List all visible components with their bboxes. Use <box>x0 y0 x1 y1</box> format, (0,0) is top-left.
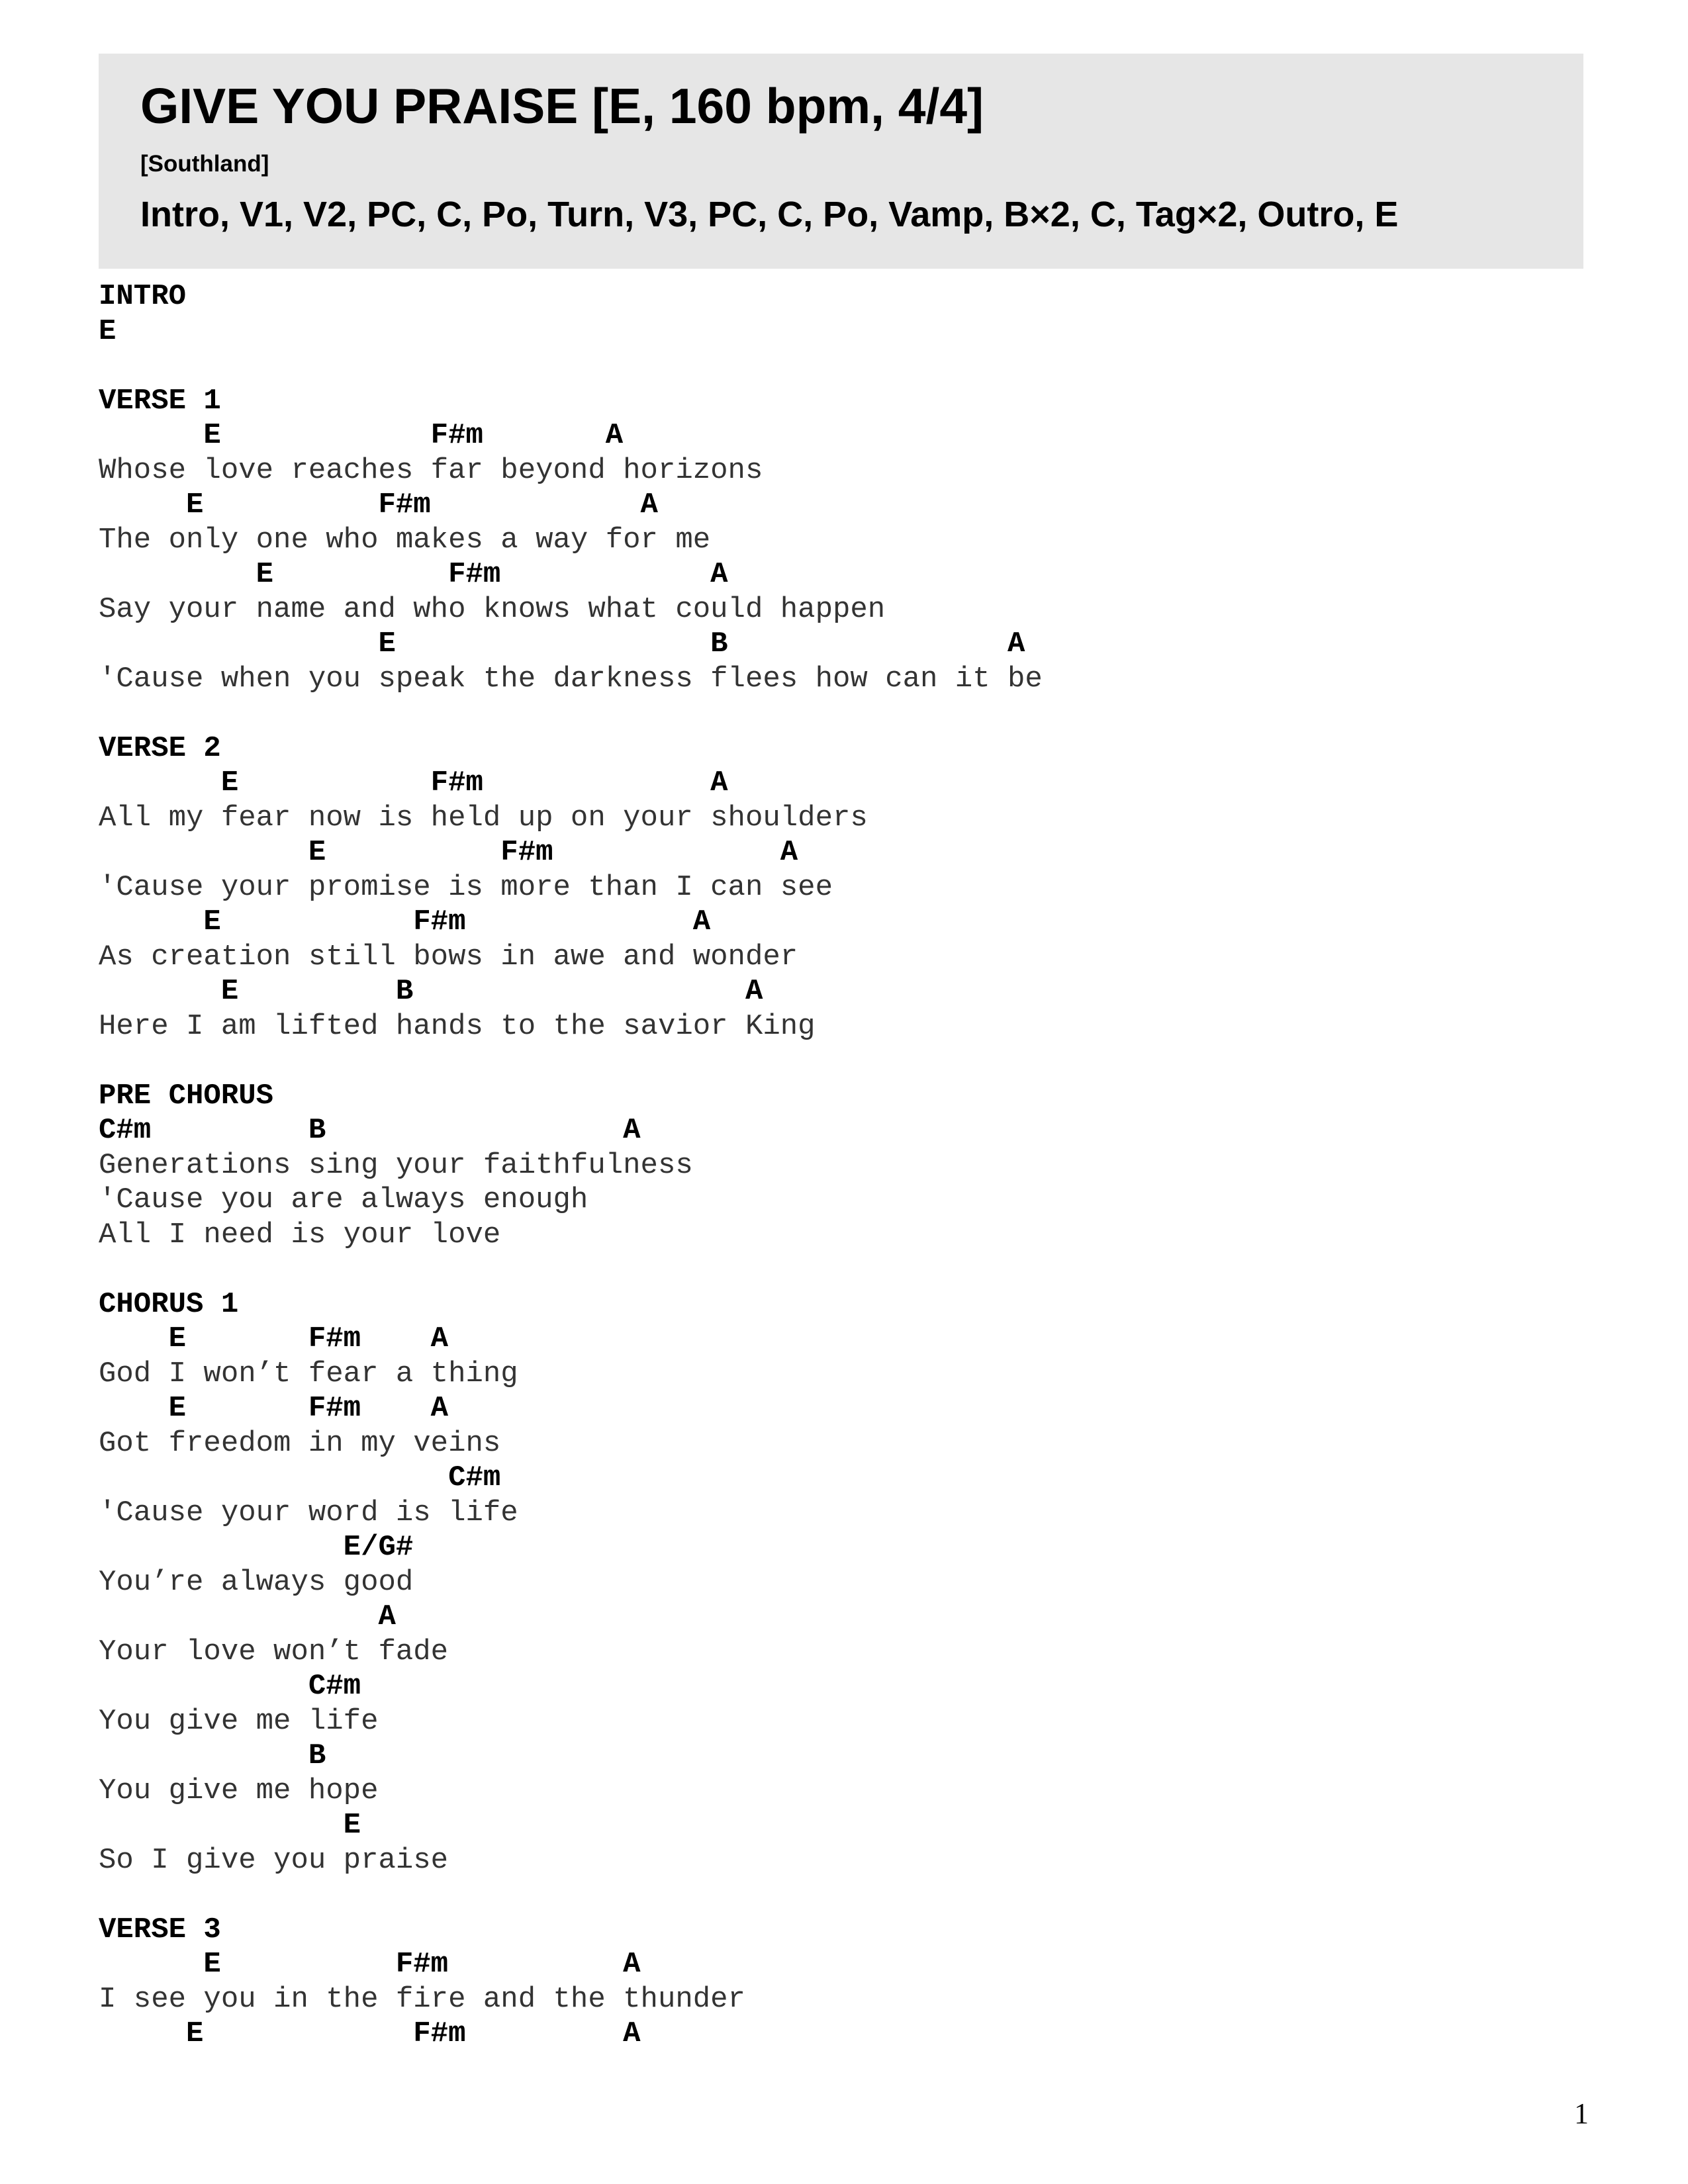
lyric-line: 'Cause when you speak the darkness flees how can it be <box>99 662 1043 696</box>
chord-line: E F#m A <box>99 1392 449 1425</box>
lyric-line: God I won’t fear a thing <box>99 1357 518 1390</box>
section-label: VERSE 3 <box>99 1913 221 1946</box>
chord-line: E F#m A <box>99 1322 449 1355</box>
chord-line: A <box>99 1600 396 1633</box>
blank-line <box>99 1044 1043 1079</box>
chord-line: C#m <box>99 1670 361 1703</box>
lyric-line: You give me hope <box>99 1774 379 1807</box>
song-arrangement: Intro, V1, V2, PC, C, Po, Turn, V3, PC, C, Po, Vamp, B×2, C, Tag×2, Outro, E <box>140 195 1399 234</box>
lyric-line: The only one who makes a way for me <box>99 523 711 557</box>
chord-line: E <box>99 1809 361 1842</box>
lyric-line: Generations sing your faithfulness <box>99 1148 693 1182</box>
lyric-line: As creation still bows in awe and wonder <box>99 940 798 974</box>
lyric-line: Got freedom in my veins <box>99 1426 501 1460</box>
chord-line: E F#m A <box>99 1948 641 1981</box>
lyric-line: All my fear now is held up on your shoulders <box>99 801 868 835</box>
song-title: GIVE YOU PRAISE [E, 160 bpm, 4/4] <box>140 78 984 134</box>
lyric-line: Your love won’t fade <box>99 1635 449 1668</box>
chord-line: B <box>99 1739 326 1772</box>
lyric-line: 'Cause your promise is more than I can see <box>99 870 833 904</box>
page-number: 1 <box>1574 2097 1589 2130</box>
chord-line: E F#m A <box>99 766 728 799</box>
chord-line: E F#m A <box>99 836 798 869</box>
lyric-line: 'Cause you are always enough <box>99 1183 588 1216</box>
lyric-line: You’re always good <box>99 1565 414 1599</box>
chord-line: E F#m A <box>99 419 624 452</box>
chord-line: E F#m A <box>99 488 658 522</box>
chord-sheet <box>99 279 1043 2052</box>
chord-line: C#m B A <box>99 1114 641 1147</box>
chord-line: E F#m A <box>99 2017 641 2050</box>
lyric-line: Here I am lifted hands to the savior King <box>99 1009 816 1043</box>
chord-line: E/G# <box>99 1531 414 1564</box>
lyric-line: So I give you praise <box>99 1843 449 1877</box>
blank-line <box>99 1252 1043 1287</box>
section-label: INTRO <box>99 280 187 313</box>
song-artist: [Southland] <box>140 151 269 177</box>
section-label: VERSE 1 <box>99 384 221 418</box>
lyric-line: 'Cause your word is life <box>99 1496 518 1529</box>
section-label: PRE CHORUS <box>99 1079 274 1113</box>
lyric-line: Say your name and who knows what could happen <box>99 592 886 626</box>
chord-line: E <box>99 314 117 348</box>
chord-line: E B A <box>99 627 1025 660</box>
blank-line <box>99 1878 1043 1913</box>
lyric-line: I see you in the fire and the thunder <box>99 1982 745 2016</box>
chord-line: E F#m A <box>99 558 728 591</box>
blank-line <box>99 696 1043 731</box>
chord-line: E B A <box>99 975 763 1008</box>
lyric-line: Whose love reaches far beyond horizons <box>99 453 763 487</box>
chord-line: E F#m A <box>99 905 711 938</box>
lyric-line: You give me life <box>99 1704 379 1738</box>
section-label: VERSE 2 <box>99 731 221 765</box>
lyric-line: All I need is your love <box>99 1218 501 1251</box>
chord-line: C#m <box>99 1461 501 1494</box>
blank-line <box>99 349 1043 384</box>
section-label: CHORUS 1 <box>99 1287 239 1321</box>
